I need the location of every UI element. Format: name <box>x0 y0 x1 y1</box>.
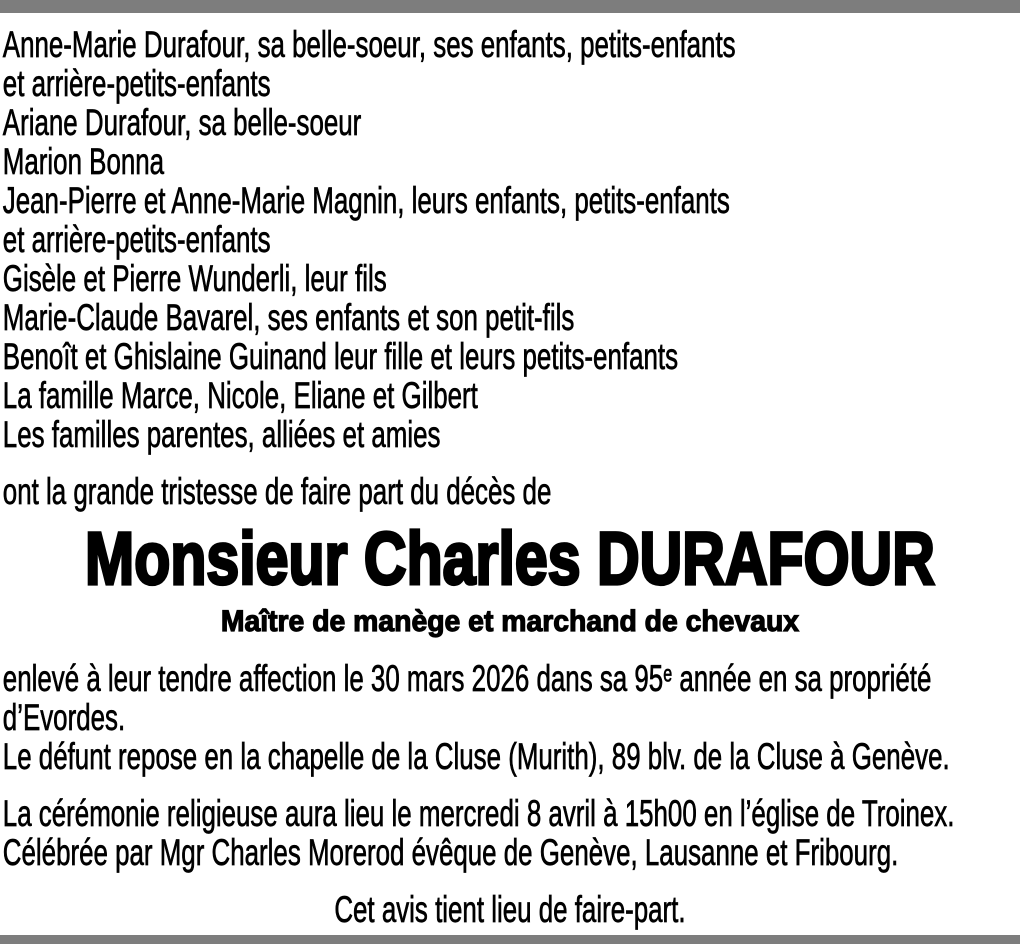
closing-line: Cet avis tient lieu de faire-part. <box>334 889 686 930</box>
bottom-border-bar <box>0 935 1020 944</box>
death-details-line-3: Le défunt repose en la chapelle de la Cluse (Murith), 89 blv. de la Cluse à Genève. <box>2 736 950 777</box>
family-line-10: La famille Marce, Nicole, Eliane et Gilbert <box>2 375 478 416</box>
death-details-line1-before-sup: enlevé à leur tendre affection le 30 mars 2026 dans sa 95 <box>2 658 664 699</box>
family-line-5: Jean-Pierre et Anne-Marie Magnin, leurs enfants, petits-enfants <box>2 180 730 221</box>
family-line-3: Ariane Durafour, sa belle-soeur <box>2 102 362 143</box>
family-line-8: Marie-Claude Bavarel, ses enfants et son petit-fils <box>2 297 575 338</box>
top-border-bar <box>0 0 1020 13</box>
death-details-line-1 <box>3 659 1020 698</box>
ceremony-details <box>0 794 1020 872</box>
family-line-1: Anne-Marie Durafour, sa belle-soeur, ses enfants, petits-enfants <box>2 24 736 65</box>
intro-line: ont la grande tristesse de faire part du décès de <box>2 471 552 512</box>
death-details-line-2: d’Evordes. <box>2 697 126 738</box>
family-line-7: Gisèle et Pierre Wunderli, leur fils <box>2 258 387 299</box>
deceased-name: Monsieur Charles DURAFOUR <box>85 517 935 600</box>
family-line-9: Benoît et Ghislaine Guinand leur fille et leurs petits-enfants <box>2 336 679 377</box>
family-line-4: Marion Bonna <box>2 141 165 182</box>
family-list <box>0 25 1020 454</box>
family-line-2: et arrière-petits-enfants <box>2 63 271 104</box>
ceremony-line-1: La cérémonie religieuse aura lieu le mercredi 8 avril à 15h00 en l’église de Troinex. <box>2 793 955 834</box>
family-line-11: Les familles parentes, alliées et amies <box>2 414 441 455</box>
family-line-6: et arrière-petits-enfants <box>2 219 271 260</box>
deceased-profession: Maître de manège et marchand de chevaux <box>220 605 800 638</box>
death-details-line1-after-sup: année en sa propriété <box>672 658 932 699</box>
notice-content <box>0 13 1020 929</box>
death-details <box>0 659 1020 776</box>
age-ordinal-superscript: e <box>663 660 673 687</box>
ceremony-line-2: Célébrée par Mgr Charles Morerod évêque de Genève, Lausanne et Fribourg. <box>2 832 899 873</box>
